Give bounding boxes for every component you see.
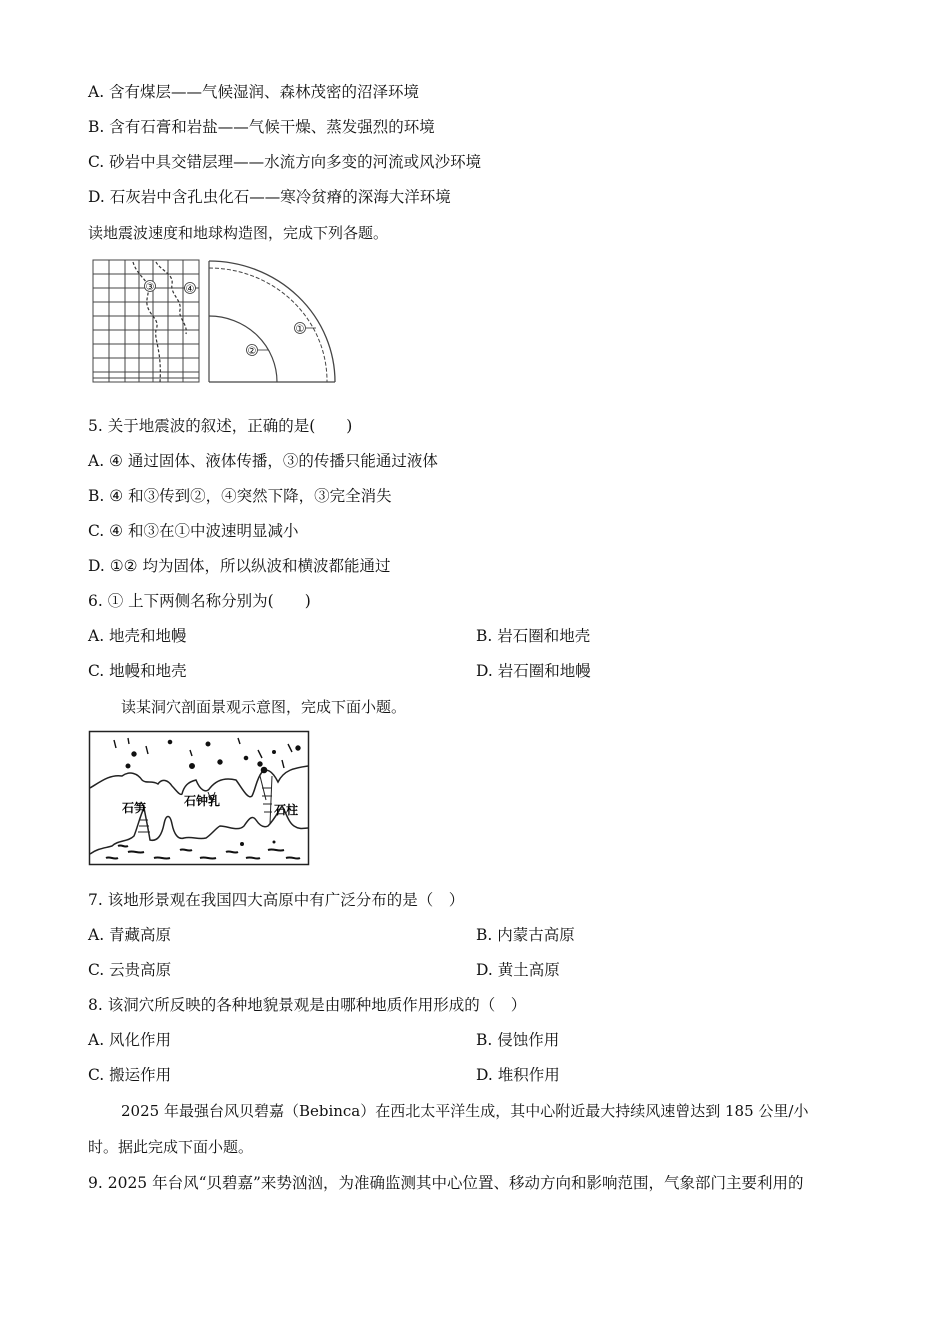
q5-option-d: D. ①② 均为固体，所以纵波和横波都能通过: [88, 557, 391, 575]
seismic-earth-structure-figure: [90, 258, 340, 386]
q4-option-c: C. 砂岩中具交错层理——水流方向多变的河流或风沙环境: [88, 153, 482, 171]
q7-option-a: A. 青藏高原: [88, 926, 172, 944]
label-2: ②: [247, 346, 257, 357]
q8-option-b: B. 侵蚀作用: [476, 1031, 560, 1049]
intro-typhoon-line1: 2025 年最强台风贝碧嘉（Bebinca）在西北太平洋生成，其中心附近最大持续风速曾达到 185 公里/小: [121, 1102, 809, 1120]
q4-option-b: B. 含有石膏和岩盐——气候干燥、蒸发强烈的环境: [88, 118, 435, 136]
q5-stem: 5. 关于地震波的叙述，正确的是( ): [88, 417, 353, 435]
q7-stem: 7. 该地形景观在我国四大高原中有广泛分布的是（ ）: [88, 891, 465, 909]
q8-option-d: D. 堆积作用: [476, 1066, 560, 1084]
label-stalactite: 石钟乳: [184, 794, 221, 808]
intro-typhoon-line2: 时。据此完成下面小题。: [88, 1138, 254, 1156]
wave-curve-4: [156, 262, 186, 334]
label-pillar: 石柱: [274, 803, 299, 817]
earth-structure-quarter: [209, 261, 335, 382]
q5-option-a: A. ④ 通过固体、液体传播，③的传播只能通过液体: [88, 452, 438, 470]
q6-option-b: B. 岩石圈和地壳: [476, 627, 591, 645]
q9-stem: 9. 2025 年台风“贝碧嘉”来势汹汹，为准确监测其中心位置、移动方向和影响范围，气象部门主要利用的: [88, 1174, 804, 1192]
q8-stem: 8. 该洞穴所反映的各种地貌景观是由哪种地质作用形成的（ ）: [88, 996, 527, 1014]
label-stalagmite: 石笋: [122, 801, 147, 815]
label-1: ①: [295, 324, 305, 335]
label-4: ④: [185, 284, 195, 295]
q4-option-d: D. 石灰岩中含孔虫化石——寒冷贫瘠的深海大洋环境: [88, 188, 451, 206]
q7-option-c: C. 云贵高原: [88, 961, 172, 979]
wave-curve-3: [133, 262, 160, 382]
q4-option-a: A. 含有煤层——气候湿润、森林茂密的沼泽环境: [88, 83, 420, 101]
q7-option-d: D. 黄土高原: [476, 961, 560, 979]
intro-cave: 读某洞穴剖面景观示意图，完成下面小题。: [121, 698, 407, 716]
q7-option-b: B. 内蒙古高原: [476, 926, 575, 944]
q6-option-d: D. 岩石圈和地幔: [476, 662, 591, 680]
q8-option-a: A. 风化作用: [88, 1031, 172, 1049]
q6-option-c: C. 地幔和地壳: [88, 662, 187, 680]
intro-seismic: 读地震波速度和地球构造图，完成下列各题。: [88, 224, 389, 242]
q5-option-b: B. ④ 和③传到②，④突然下降，③完全消失: [88, 487, 392, 505]
q6-option-a: A. 地壳和地幔: [88, 627, 187, 645]
q6-stem: 6. ① 上下两侧名称分别为( ): [88, 592, 311, 610]
label-3: ③: [145, 282, 155, 293]
q8-option-c: C. 搬运作用: [88, 1066, 172, 1084]
q5-option-c: C. ④ 和③在①中波速明显减小: [88, 522, 299, 540]
cave-profile-figure: [88, 730, 312, 868]
